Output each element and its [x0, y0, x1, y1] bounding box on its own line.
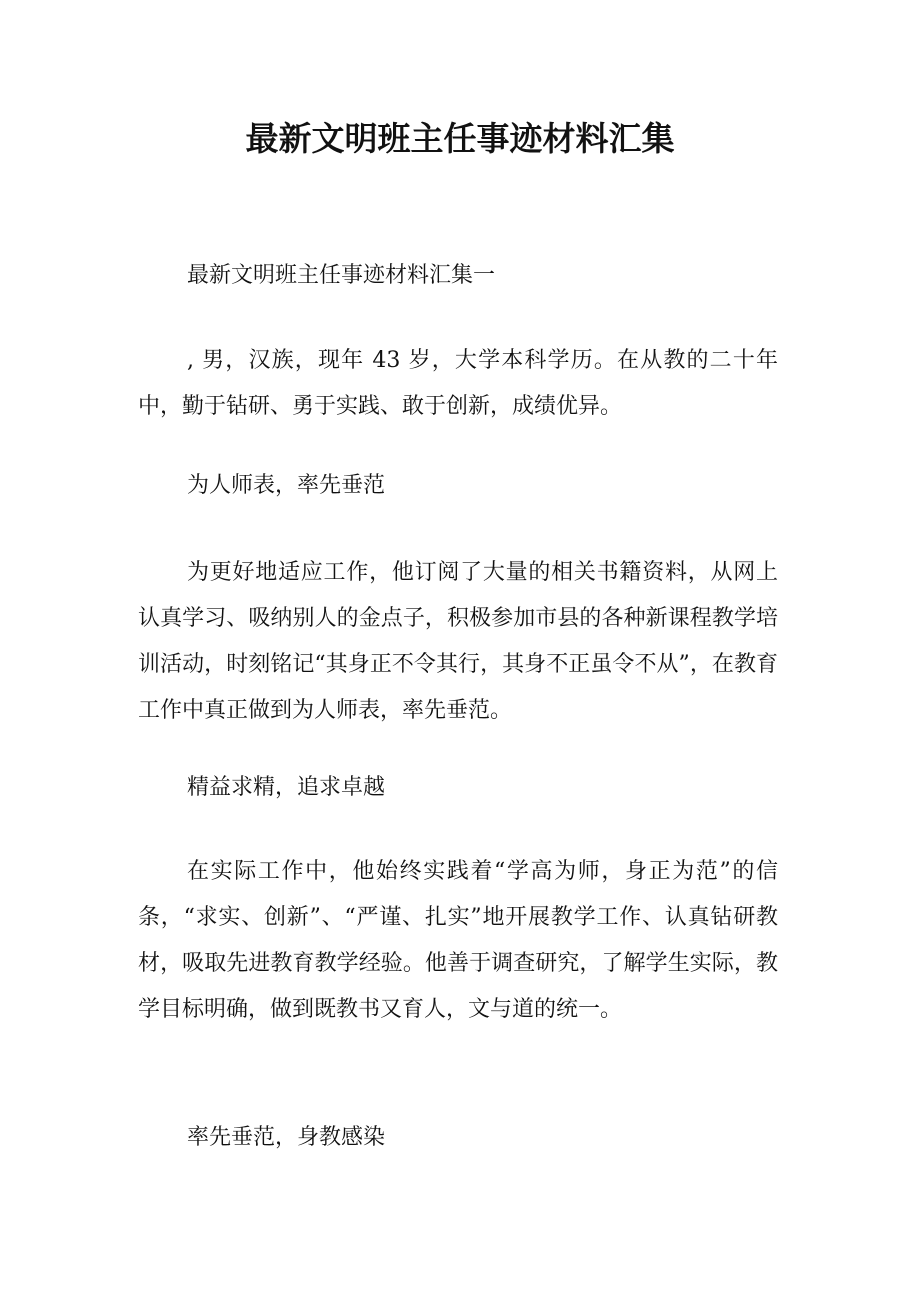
paragraph-excellence: 在实际工作中，他始终实践着“学高为师，身正为范”的信条，“求实、创新”、“严谨、扎实”地开展教学工作、认真钻研教材，吸取先进教育教学经验。他善于调查研究，了解学生实际，教学目标明确，做到既教书又育人，文与道的统一。 — [138, 859, 778, 1022]
subheading-lead-by-example: 率先垂范，身教感染 — [187, 1125, 386, 1150]
paragraph-role-model: 为更好地适应工作，他订阅了大量的相关书籍资料，从网上认真学习、吸纳别人的金点子，积极参加市县的各种新课程教学培训活动，时刻铭记“其身正不令其行，其身不正虽令不从”，在教育工作中真正做到为人师表，率先垂范。 — [138, 560, 778, 723]
intro-paragraph: , 男，汉族，现年 43 岁，大学本科学历。在从教的二十年中，勤于钻研、勇于实践、敢于创新，成绩优异。 — [138, 348, 778, 419]
subheading-excellence: 精益求精，追求卓越 — [187, 775, 386, 800]
subheading-role-model: 为人师表，率先垂范 — [187, 473, 386, 498]
document-title: 最新文明班主任事迹材料汇集 — [245, 119, 675, 158]
section-heading: 最新文明班主任事迹材料汇集一 — [187, 263, 496, 288]
